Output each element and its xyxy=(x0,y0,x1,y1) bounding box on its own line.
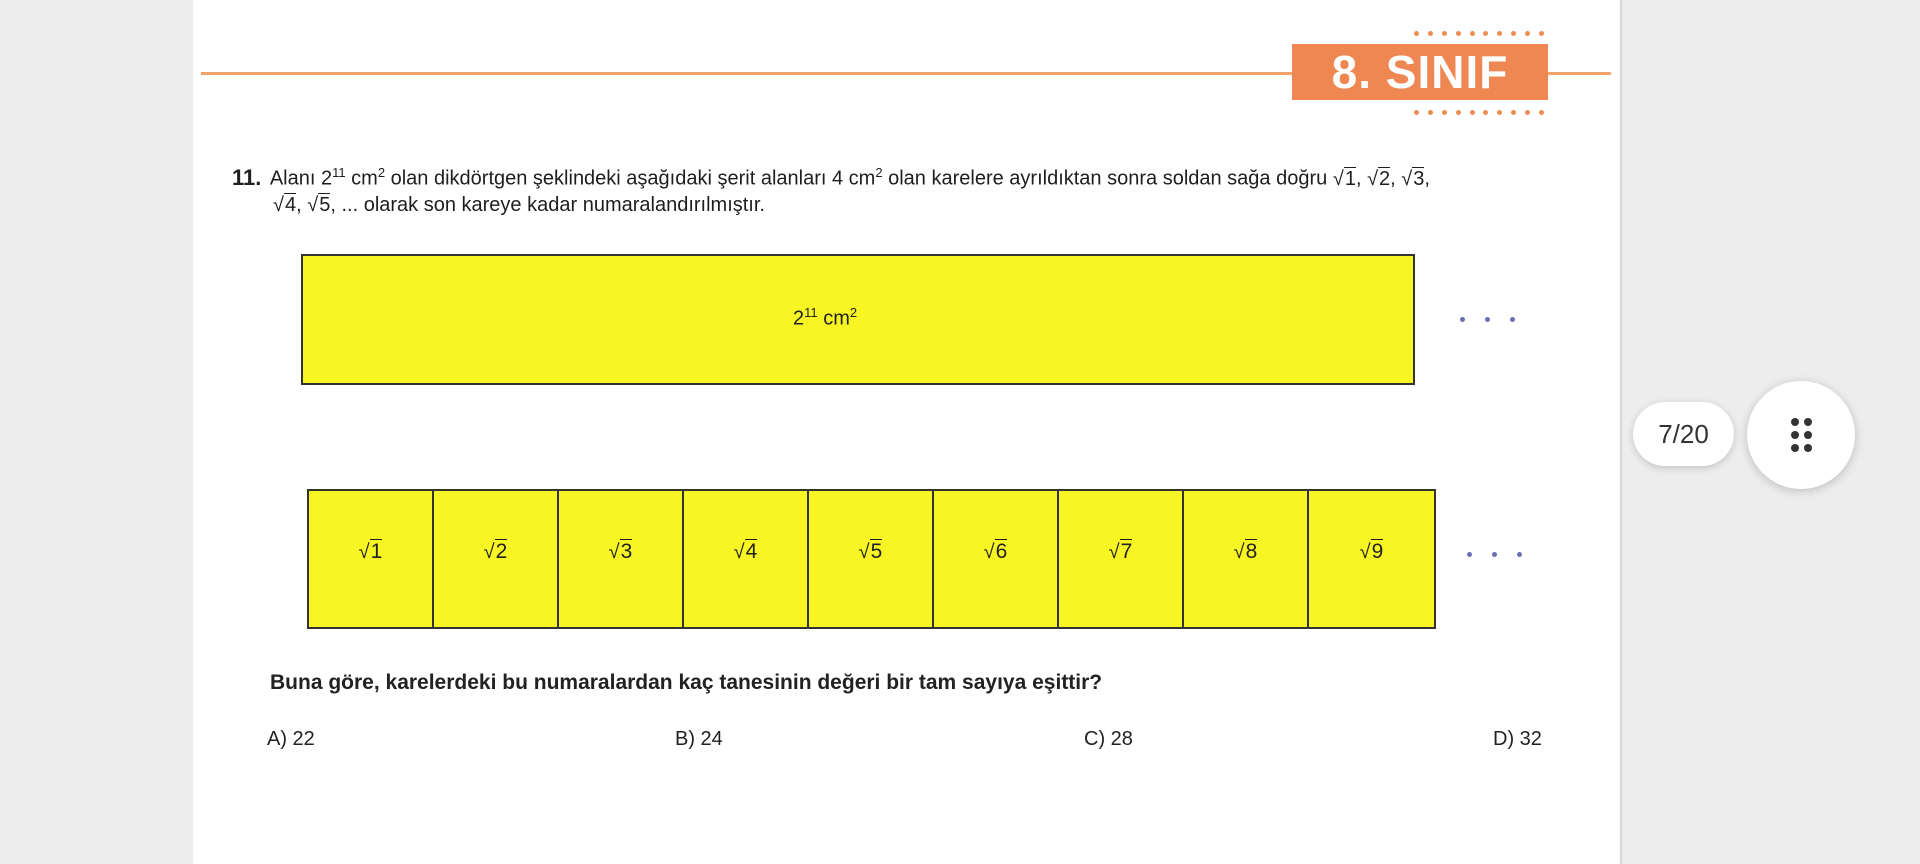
strip-area-label: $2^{11}$ $cm^2$ xyxy=(793,305,858,330)
squares-ellipsis xyxy=(1467,552,1522,557)
header-dots-top xyxy=(1414,31,1544,36)
header-dots-bottom xyxy=(1414,110,1544,115)
document-page xyxy=(193,0,1620,864)
strip-ellipsis xyxy=(1460,317,1515,322)
inline-root: √4 xyxy=(273,193,297,216)
inline-root: √2 xyxy=(1367,167,1391,190)
square-cell: √3 xyxy=(559,491,684,627)
inline-root: √5 xyxy=(307,193,331,216)
question-prompt: Buna göre, karelerdeki bu numaralardan kaç tanesinin değeri bir tam sayıya eşittir? xyxy=(270,671,1103,694)
numbered-squares xyxy=(307,489,1436,629)
page-grid-button[interactable] xyxy=(1747,381,1855,489)
inline-root: √3 xyxy=(1401,167,1425,190)
square-cell: √1 xyxy=(309,491,434,627)
grid-dots-icon xyxy=(1791,418,1812,452)
choice-c[interactable]: C) 28 xyxy=(1084,728,1133,750)
square-cell: √2 xyxy=(434,491,559,627)
choice-a[interactable]: A) 22 xyxy=(267,728,315,750)
square-cell: √8 xyxy=(1184,491,1309,627)
square-cell: √7 xyxy=(1059,491,1184,627)
square-cell: √4 xyxy=(684,491,809,627)
square-cell: √5 xyxy=(809,491,934,627)
page-edge xyxy=(1620,0,1622,864)
choice-b[interactable]: B) 24 xyxy=(675,728,723,750)
choice-d[interactable]: D) 32 xyxy=(1493,728,1542,750)
square-cell: √6 xyxy=(934,491,1059,627)
grade-badge: 8. SINIF xyxy=(1292,44,1548,100)
question-number: 11. xyxy=(232,164,262,190)
page-indicator: 7/20 xyxy=(1633,402,1734,466)
square-cell: √9 xyxy=(1359,540,1384,563)
inline-root: √1 xyxy=(1332,167,1356,190)
question-text: 11. Alanı $2^{11}$ $cm^2$ olan dikdörtgen şeklindeki aşağıdaki şerit alanları 4 $cm^2$ olan karelere ayrıldıktan sonra soldan sağa doğru √1, √2, √3, √4, √5, ... olarak son kareye kadar numaralandırılmıştır. xyxy=(232,164,1430,216)
rectangle-strip xyxy=(301,254,1415,385)
